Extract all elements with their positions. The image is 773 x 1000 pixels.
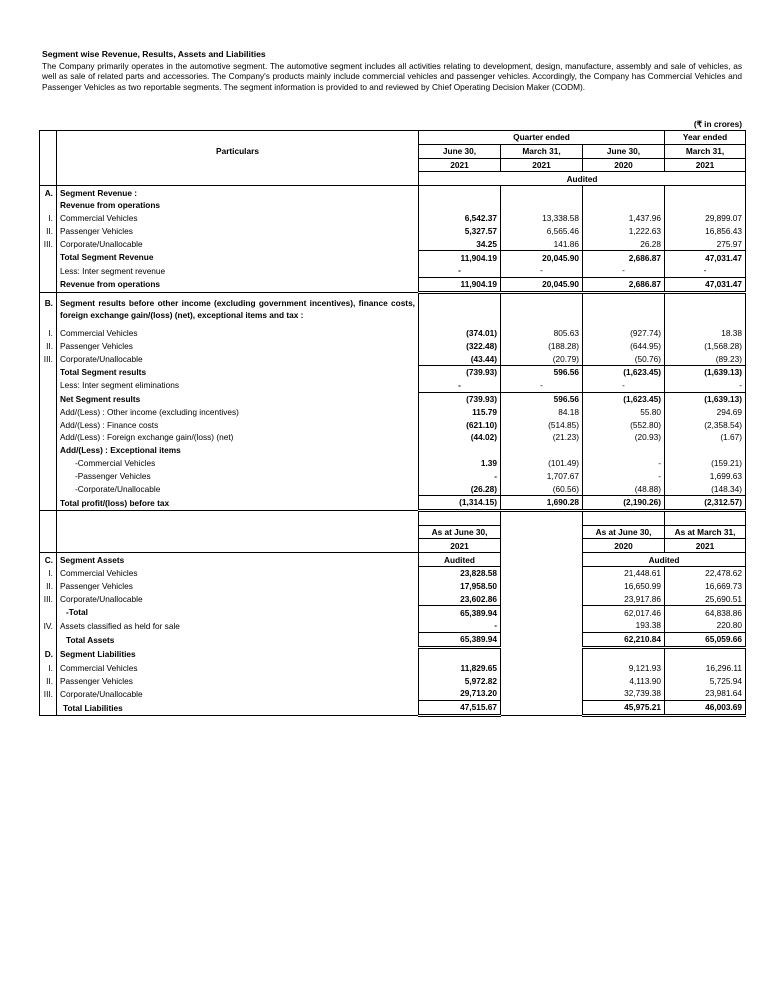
cell-value: 115.79 [419, 405, 501, 418]
assets-audited-2: Audited [583, 553, 746, 567]
cell-value: 47,031.47 [665, 251, 746, 264]
section-title: Segment Revenue : [57, 186, 419, 199]
cell-value: (1,639.13) [665, 365, 746, 378]
col-header-1: June 30, [419, 144, 501, 158]
cell-value: 25,690.51 [665, 593, 746, 606]
cell-value: (1,314.15) [419, 495, 501, 510]
cell-value: (739.93) [419, 392, 501, 405]
cell-value: 1,437.96 [583, 212, 665, 225]
cell-value: 34.25 [419, 237, 501, 250]
row-number: III. [40, 687, 57, 700]
total-row [40, 251, 746, 264]
section-title: Segment Assets [57, 553, 419, 567]
cell-value: (514.85) [501, 418, 583, 431]
row-label: Net Segment results [57, 392, 419, 405]
cell-value: (1.67) [665, 431, 746, 444]
section-c-title-row [40, 553, 746, 567]
cell-value: - [419, 264, 501, 277]
cell-value: (621.10) [419, 418, 501, 431]
cell-value: 193.38 [583, 619, 665, 632]
row-label: Add/(Less) : Other income (excluding incentives) [57, 405, 419, 418]
cell-value: 9,121.93 [583, 661, 665, 674]
row-number: D. [40, 647, 57, 661]
cell-value: - [501, 264, 583, 277]
cell-value: 13,338.58 [501, 212, 583, 225]
cell-value: - [583, 469, 665, 482]
cell-value: (188.28) [501, 339, 583, 352]
col-year-4: 2021 [665, 158, 746, 172]
cell-value: 805.63 [501, 327, 583, 340]
table-row [40, 444, 746, 457]
row-number: I. [40, 327, 57, 340]
cell-value: 11,904.19 [419, 251, 501, 264]
row-number: II. [40, 339, 57, 352]
row-number: III. [40, 237, 57, 250]
cell-value: 1,699.63 [665, 469, 746, 482]
cell-value: (60.56) [501, 482, 583, 495]
row-number: II. [40, 580, 57, 593]
cell-value: 11,904.19 [419, 277, 501, 292]
row-label: Commercial Vehicles [57, 212, 419, 225]
row-label: Corporate/Unallocable [57, 687, 419, 700]
total-row [40, 700, 746, 715]
table-row [40, 674, 746, 687]
cell-value: 5,327.57 [419, 225, 501, 238]
row-number: I. [40, 661, 57, 674]
cell-value: 23,917.86 [583, 593, 665, 606]
section-d-title-row [40, 647, 746, 661]
row-label: Corporate/Unallocable [57, 593, 419, 606]
cell-value: 1,222.63 [583, 225, 665, 238]
col-header-2: March 31, [501, 144, 583, 158]
table-row [40, 352, 746, 365]
table-row [40, 687, 746, 700]
cell-value: 18.38 [665, 327, 746, 340]
cell-value: (20.79) [501, 352, 583, 365]
cell-value: 1,707.67 [501, 469, 583, 482]
cell-value: 65,059.66 [665, 632, 746, 647]
row-number: II. [40, 225, 57, 238]
row-label: Assets classified as held for sale [57, 619, 419, 632]
cell-value: 62,210.84 [583, 632, 665, 647]
cell-value: 46,003.69 [665, 700, 746, 715]
row-label: Corporate/Unallocable [57, 237, 419, 250]
cell-value: 55.80 [583, 405, 665, 418]
row-number: A. [40, 186, 57, 199]
units-label: (₹ in crores) [693, 119, 742, 129]
row-label: Commercial Vehicles [57, 566, 419, 579]
section-title: Segment Liabilities [57, 647, 419, 661]
row-number: C. [40, 553, 57, 567]
cell-value: (48.88) [583, 482, 665, 495]
row-number: III. [40, 593, 57, 606]
cell-value: 1.39 [419, 457, 501, 470]
cell-value: 29,899.07 [665, 212, 746, 225]
table-row [40, 339, 746, 352]
row-label: -Total [57, 606, 419, 619]
cell-value: 294.69 [665, 405, 746, 418]
total-row [40, 632, 746, 647]
cell-value: (1,623.45) [583, 365, 665, 378]
cell-value: (101.49) [501, 457, 583, 470]
table-row [40, 619, 746, 632]
cell-value: (148.34) [665, 482, 746, 495]
row-label: Passenger Vehicles [57, 674, 419, 687]
row-label: Total Segment Revenue [57, 251, 419, 264]
cell-value: - [419, 469, 501, 482]
table-row [40, 237, 746, 250]
cell-value: 47,031.47 [665, 277, 746, 292]
cell-value: 23,981.64 [665, 687, 746, 700]
cell-value: - [583, 264, 665, 277]
cell-value: - [665, 264, 746, 277]
cell-value: (2,190.26) [583, 495, 665, 510]
assets-audited-1: Audited [419, 553, 501, 567]
cell-value: 141.86 [501, 237, 583, 250]
section-title: Segment results before other income (excluding government incentives), finance costs, foreign exchange gain/(loss) (net), exceptional items and tax : [57, 292, 419, 327]
cell-value: 21,448.61 [583, 566, 665, 579]
cell-value: (739.93) [419, 365, 501, 378]
row-label: Add/(Less) : Finance costs [57, 418, 419, 431]
row-label: Revenue from operations [57, 277, 419, 292]
row-label: Commercial Vehicles [57, 661, 419, 674]
table-row [40, 593, 746, 606]
cell-value: (26.28) [419, 482, 501, 495]
cell-value: - [419, 379, 501, 392]
row-label: Less: Inter segment eliminations [57, 379, 419, 392]
cell-value: (644.95) [583, 339, 665, 352]
col-year-2: 2021 [501, 158, 583, 172]
cell-value: 16,296.11 [665, 661, 746, 674]
cell-value: (322.48) [419, 339, 501, 352]
spacer-row [40, 510, 746, 525]
assets-header-row-1 [40, 525, 746, 539]
row-label: -Passenger Vehicles [57, 469, 419, 482]
cell-value: 6,565.46 [501, 225, 583, 238]
assets-col-header-3: As at June 30, [583, 525, 665, 539]
cell-value: (374.01) [419, 327, 501, 340]
total-row [40, 365, 746, 378]
assets-year-1: 2021 [419, 539, 501, 553]
intro-paragraph: The Company primarily operates in the automotive segment. The automotive segment includes all activities relating to development, design, manufacture, assembly and sale of vehicles, as well as sale of related parts and accessories. The Company's products mainly include commercial vehicles and passenger vehicles. Accordingly, the Company has Commercial Vehicles and Passenger Vehicles as two reportable segments. The segment information is provided to and reviewed by Chief Operating Decision Maker (CODM). [42, 61, 742, 92]
row-label: Total Segment results [57, 365, 419, 378]
cell-value: 16,650.99 [583, 580, 665, 593]
assets-year-4: 2021 [665, 539, 746, 553]
row-label: Passenger Vehicles [57, 225, 419, 238]
table-row [40, 457, 746, 470]
cell-value: 4,113.90 [583, 674, 665, 687]
cell-value: 23,602.86 [419, 593, 501, 606]
cell-value: 275.97 [665, 237, 746, 250]
cell-value: 2,686.87 [583, 251, 665, 264]
cell-value: - [583, 379, 665, 392]
row-label: Corporate/Unallocable [57, 352, 419, 365]
row-number: I. [40, 566, 57, 579]
cell-value: (927.74) [583, 327, 665, 340]
row-label: Total Liabilities [57, 700, 419, 715]
col-year-3: 2020 [583, 158, 665, 172]
cell-value: (21.23) [501, 431, 583, 444]
cell-value: 26.28 [583, 237, 665, 250]
cell-value: 16,669.73 [665, 580, 746, 593]
table-row [40, 225, 746, 238]
cell-value: 596.56 [501, 365, 583, 378]
cell-value: 11,829.65 [419, 661, 501, 674]
assets-col-header-4: As at March 31, [665, 525, 746, 539]
row-number: IV. [40, 619, 57, 632]
segment-table [39, 130, 746, 717]
row-number: II. [40, 674, 57, 687]
cell-value: (89.23) [665, 352, 746, 365]
cell-value: (552.80) [583, 418, 665, 431]
table-row [40, 212, 746, 225]
row-label: Less: Inter segment revenue [57, 264, 419, 277]
cell-value: (43.44) [419, 352, 501, 365]
cell-value: - [501, 379, 583, 392]
section-b-title-row [40, 292, 746, 327]
col-year-1: 2021 [419, 158, 501, 172]
cell-value: - [665, 379, 746, 392]
cell-value: 20,045.90 [501, 251, 583, 264]
section-a-title-row [40, 186, 746, 199]
cell-value: 6,542.37 [419, 212, 501, 225]
row-label: Passenger Vehicles [57, 580, 419, 593]
row-label: Passenger Vehicles [57, 339, 419, 352]
table-row [40, 405, 746, 418]
table-row [40, 661, 746, 674]
cell-value: (20.93) [583, 431, 665, 444]
table-row [40, 431, 746, 444]
cell-value: 22,478.62 [665, 566, 746, 579]
cell-value: - [583, 457, 665, 470]
cell-value: 64,838.86 [665, 606, 746, 619]
quarter-ended-header: Quarter ended [419, 131, 665, 145]
assets-header-row-2 [40, 539, 746, 553]
cell-value: 23,828.58 [419, 566, 501, 579]
particulars-header: Particulars [57, 144, 419, 158]
table-row [40, 418, 746, 431]
row-number: I. [40, 212, 57, 225]
cell-value: 5,972.82 [419, 674, 501, 687]
cell-value: 65,389.94 [419, 632, 501, 647]
table-row [40, 482, 746, 495]
cell-value: (159.21) [665, 457, 746, 470]
total-row [40, 277, 746, 292]
subtotal-row [40, 606, 746, 619]
cell-value: - [419, 619, 501, 632]
cell-value: 32,739.38 [583, 687, 665, 700]
row-label: Total profit/(loss) before tax [57, 495, 419, 510]
assets-col-header-1: As at June 30, [419, 525, 501, 539]
cell-value: 220.80 [665, 619, 746, 632]
cell-value: 1,690.28 [501, 495, 583, 510]
row-label: Add/(Less) : Foreign exchange gain/(loss) (net) [57, 431, 419, 444]
col-header-3: June 30, [583, 144, 665, 158]
row-label: Add/(Less) : Exceptional items [57, 444, 419, 457]
total-row [40, 392, 746, 405]
cell-value: 17,958.50 [419, 580, 501, 593]
table-row [40, 580, 746, 593]
cell-value: 84.18 [501, 405, 583, 418]
section-subtitle: Revenue from operations [57, 199, 419, 212]
row-number: B. [40, 292, 57, 327]
audited-header: Audited [419, 172, 746, 186]
row-number: III. [40, 352, 57, 365]
header-row-1 [40, 131, 746, 145]
cell-value: (2,312.57) [665, 495, 746, 510]
header-row-2 [40, 144, 746, 158]
header-row-3 [40, 158, 746, 172]
cell-value: 20,045.90 [501, 277, 583, 292]
col-header-4: March 31, [665, 144, 746, 158]
cell-value: (1,568.28) [665, 339, 746, 352]
cell-value: (44.02) [419, 431, 501, 444]
cell-value: 47,515.67 [419, 700, 501, 715]
cell-value: 2,686.87 [583, 277, 665, 292]
cell-value: 45,975.21 [583, 700, 665, 715]
cell-value: 65,389.94 [419, 606, 501, 619]
table-row [40, 379, 746, 392]
cell-value: (1,639.13) [665, 392, 746, 405]
cell-value: 62,017.46 [583, 606, 665, 619]
section-a-sub-row [40, 199, 746, 212]
row-label: Total Assets [57, 632, 419, 647]
year-ended-header: Year ended [665, 131, 746, 145]
row-label: -Corporate/Unallocable [57, 482, 419, 495]
cell-value: 16,856.43 [665, 225, 746, 238]
section-heading: Segment wise Revenue, Results, Assets and Liabilities [42, 49, 266, 59]
row-label: -Commercial Vehicles [57, 457, 419, 470]
header-row-4 [40, 172, 746, 186]
cell-value: 5,725.94 [665, 674, 746, 687]
cell-value: 596.56 [501, 392, 583, 405]
total-row [40, 495, 746, 510]
cell-value: (1,623.45) [583, 392, 665, 405]
table-row [40, 469, 746, 482]
cell-value: (2,358.54) [665, 418, 746, 431]
table-row [40, 327, 746, 340]
table-row [40, 566, 746, 579]
assets-year-3: 2020 [583, 539, 665, 553]
table-row [40, 264, 746, 277]
cell-value: (50.76) [583, 352, 665, 365]
row-label: Commercial Vehicles [57, 327, 419, 340]
cell-value: 29,713.20 [419, 687, 501, 700]
